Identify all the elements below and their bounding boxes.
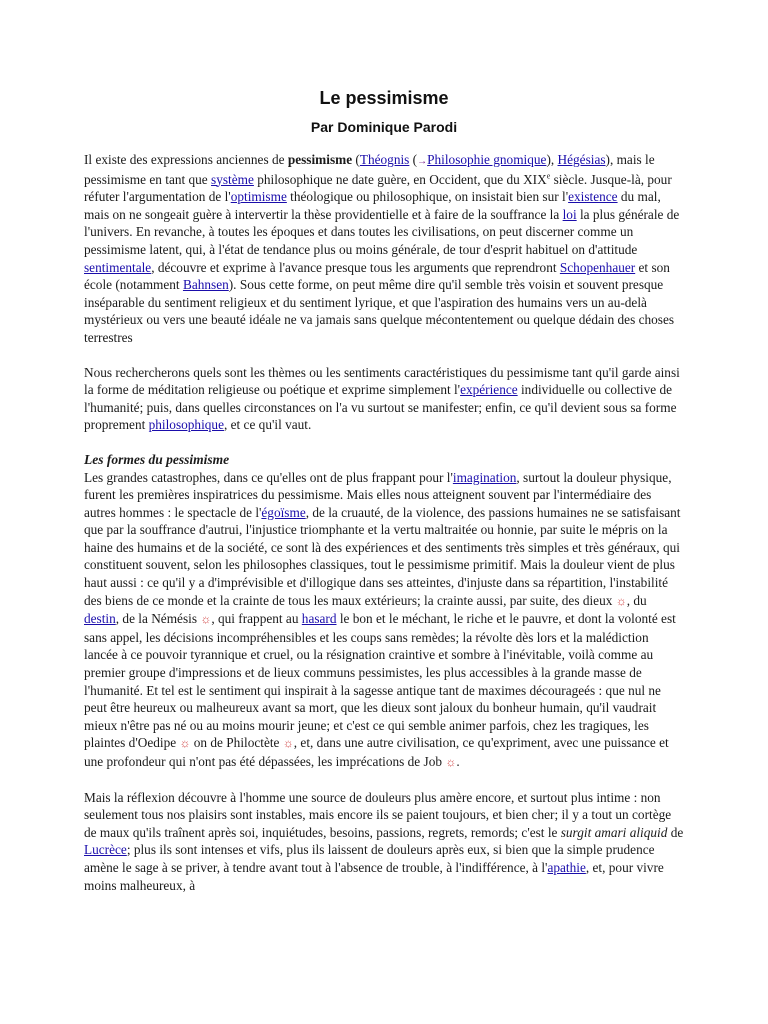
link-destin[interactable]: destin <box>84 611 116 627</box>
star-icon[interactable]: ☼ <box>179 736 191 751</box>
link-loi[interactable]: loi <box>562 206 577 222</box>
link-existence[interactable]: existence <box>568 189 618 205</box>
link-philosophie-gnomique[interactable]: Philosophie gnomique <box>427 152 547 167</box>
paragraph-reflexion: Mais la réflexion découvre à l'homme une source de douleurs plus amère encore, et surtout plus intime : non seulement tous nos plaisirs sont instables, mais encore ils se paient toujours, et bien cher; il y a tout un cortège de maux qu'ils traînent après soi, inquiétudes, besoins, passions, regrets, remords; c'est le surgit amari aliquid de Lucrèce; plus ils sont intenses et vifs, plus ils laissent de douleurs après eux, si bien que la simple prudence amène le sage à se priver, à tendre avant tout à l'absence de trouble, à l'indifférence, à l'apathie, et, pour vivre moins malheureux, à <box>84 789 684 893</box>
star-icon[interactable]: ☼ <box>615 593 627 608</box>
link-experience[interactable]: expérience <box>460 382 518 398</box>
arrow-icon: → <box>417 156 428 167</box>
paragraph-themes: Nous rechercherons quels sont les thèmes ou les sentiments caractéristiques du pessimisme tant qu'il garde ainsi la forme de méditation religieuse ou poétique et exprime simplement l'expérience individuelle ou collective de l'humanité; puis, dans quelles circonstances on l'a vu surtout se manifester; enfin, ce qu'il devient sous sa forme proprement philosophique, et ce qu'il vaut. <box>84 364 680 433</box>
link-lucrece[interactable]: Lucrèce <box>84 842 127 858</box>
latin-quote: surgit amari aliquid <box>560 824 668 840</box>
star-icon[interactable]: ☼ <box>200 612 212 627</box>
link-hegesias[interactable]: Hégésias <box>557 152 606 167</box>
link-bahnsen[interactable]: Bahnsen <box>182 277 229 293</box>
paragraph-intro: Il existe des expressions anciennes de pessimisme (Théognis (→Philosophie gnomique), Hégésias), mais le pessimisme en tant que système philosophique ne date guère, en Occident, que du XIXe siècle. Jusque-là, pour réfuter l'argumentation de l'optimisme théologique ou philosophique, on insistait bien sur l'existence du mal, mais on ne songeait guère à intervertir la thèse providentielle et à faire de la souffrance la loi la plus générale de l'univers. En revanche, à toutes les époques et dans toutes les civilisations, on peut discerner comme un pessimisme latent, qui, à l'état de tendance plus ou moins générale, de tour d'esprit habituel on d'attitude sentimentale, découvre et exprime à l'avance presque tous les arguments que reprendront Schopenhauer et son école (notamment Bahnsen). Sous cette forme, on peut même dire qu'il semble très voisin et souvent presque inséparable du sentiment religieux et du sentiment lyrique, et que l'aspiration des humains vers un au-delà mystérieux ou vers une beauté idéale ne va jamais sans quelque mécontentement ou quelque dédain des choses terrestres <box>84 152 680 345</box>
link-schopenhauer[interactable]: Schopenhauer <box>559 259 636 275</box>
author-byline: Par Dominique Parodi <box>310 119 458 135</box>
link-philosophique[interactable]: philosophique <box>148 417 224 433</box>
star-icon[interactable]: ☼ <box>445 755 457 769</box>
keyword-pessimisme: pessimisme <box>287 152 353 167</box>
link-optimisme[interactable]: optimisme <box>230 189 287 205</box>
link-apathie[interactable]: apathie <box>547 859 586 875</box>
link-systeme[interactable]: système <box>211 171 254 187</box>
link-egoisme[interactable]: égoïsme <box>261 504 306 520</box>
page-title: Le pessimisme <box>319 88 449 108</box>
paragraph-formes: Les grandes catastrophes, dans ce qu'elles ont de plus frappant pour l'imagination, surtout la douleur physique, furent les premières inspiratrices du pessimisme. Mais elles nous atteignent souvent par l'intermédiaire des autres hommes : le spectacle de l'égoïsme, de la cruauté, de la violence, des passions humaines ne se satisfaisant que par la souffrance d'autrui, l'injustice triomphante et la vertu maltraitée ou honnie, par suite le mépris on la haine des humains et de la société, ce sont là des expériences et des sentiments très simples et très généraux, qui constituent souvent, selon les philosophes classiques, tout le pessimisme primitif. Mais la douleur vient de plus haut aussi : ce qu'il y a d'imprévisible et d'illogique dans ses atteintes, d'injuste dans sa répartition, l'instabilité des biens de ce monde et la crainte de tous les maux extérieurs; la crainte aussi, par suite, des dieux ☼, du destin, de la Némésis ☼, qui frappent au hasard le bon et le méchant, le riche et le pauvre, et dont la volonté est sans appel, les décisions incompréhensibles et les coups sans remèdes; la révolte dès lors et la malédiction lancée à ce pouvoir tyrannique et cruel, ou la résignation craintive et sombre à l'inévitable, voilà comme au premier groupe d'impressions et de lieux communs pessimistes, les plus accessibles à la grande masse de l'humanité. Et tel est le sentiment qui inspirait à la sagesse antique tant de maximes décourageés : que nul ne peut être heureux ou malheureux avant sa mort, que les dieux sont jaloux du bonheur humain, qu'il vaudrait mieux n'être pas né ou au moins mourir jeune; et c'est ce qui semble animer parfois, chez les tragiques, les plaintes d'Oedipe ☼ on de Philoctète ☼, et, dans une autre civilisation, ce qu'expriment, avec une puissance et une profondeur qui n'ont pas été dépassées, les imprécations de Job ☼. <box>84 469 681 769</box>
star-icon[interactable]: ☼ <box>282 736 294 751</box>
link-hasard[interactable]: hasard <box>301 611 337 627</box>
link-sentimentale[interactable]: sentimentale <box>84 259 152 275</box>
link-imagination[interactable]: imagination <box>452 469 517 485</box>
section-heading: Les formes du pessimisme <box>84 451 230 467</box>
link-theognis[interactable]: Théognis <box>359 152 410 167</box>
